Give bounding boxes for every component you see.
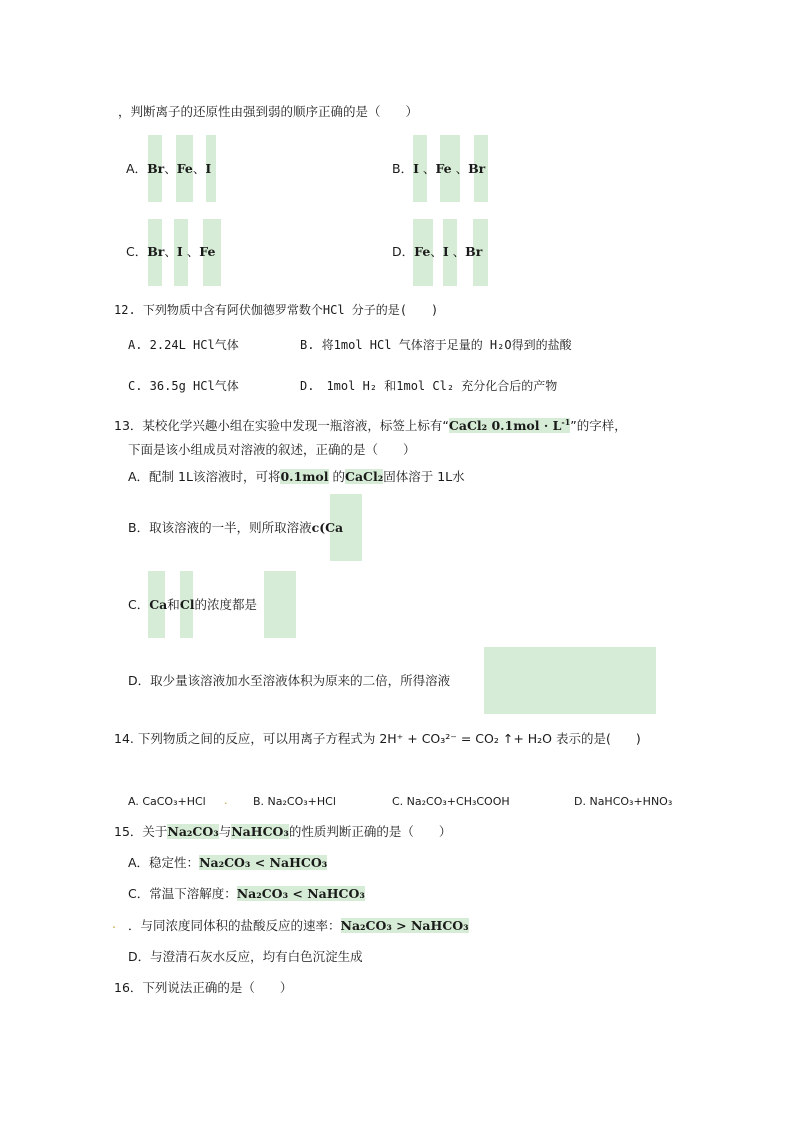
bottle-label-sup: -1 — [561, 417, 571, 427]
separator: 、 — [192, 161, 206, 176]
connector: 和 — [167, 597, 180, 612]
separator: 、 — [164, 161, 177, 176]
bottle-label-main: CaCl₂ 0.1mol · L — [448, 418, 562, 434]
separator: 、 — [455, 161, 469, 176]
q11-option-c — [126, 243, 215, 261]
ion-text: Fe — [414, 244, 431, 259]
comparison-text: Na₂CO₃ < NaHCO₃ — [236, 886, 365, 901]
q13-stem-post: ”的字样， — [570, 418, 627, 434]
q15-stem-post: 的性质判断正确的是（ ） — [288, 824, 452, 839]
q15-option-c — [128, 885, 365, 903]
q13-a-post: 固体溶于 1L水 — [383, 469, 465, 484]
q13-a-pre: A．配制 1L该溶液时，可将 — [128, 469, 281, 484]
bottle-label-text — [449, 418, 570, 433]
q11-option-a — [126, 160, 211, 178]
option-label: A． — [126, 161, 148, 176]
q12-option-d: D. 1mol H₂ 和1mol Cl₂ 充分化合后的产物 — [300, 379, 558, 393]
option-label: C． — [126, 244, 148, 259]
separator: 、 — [430, 244, 443, 259]
q15-b-pre: ．与同浓度同体积的盐酸反应的速率： — [128, 918, 341, 933]
q12-stem: 12. 下列物质中含有阿伏伽德罗常数个HCl 分子的是( ) — [114, 303, 439, 317]
q15-stem-pre: 15．关于 — [114, 824, 168, 839]
q13-stem-pre: 13．某校化学兴趣小组在实验中发现一瓶溶液，标签上标有“ — [114, 418, 449, 434]
q13-option-a — [128, 468, 465, 486]
concentration-text: c(Ca — [311, 520, 344, 535]
separator: 、 — [186, 244, 200, 259]
ion-text: Fe — [199, 244, 216, 259]
q14-option-b: B. Na₂CO₃+HCl — [253, 795, 336, 808]
q11-stem: ，判断离子的还原性由强到弱的顺序正确的是（ ） — [118, 104, 419, 119]
ion-text: Cl — [179, 597, 195, 612]
ion-text: I — [413, 161, 419, 176]
q15-option-d: D．与澄清石灰水反应，均有白色沉淀生成 — [128, 949, 363, 964]
amount-text: 0.1mol — [280, 469, 329, 484]
q13-option-d: D．取少量该溶液加水至溶液体积为原来的二倍，所得溶液 — [128, 673, 451, 688]
q11-option-d — [392, 243, 482, 261]
q13-b-pre: B．取该溶液的一半，则所取溶液 — [128, 520, 312, 535]
comparison-text: Na₂CO₃ > NaHCO₃ — [340, 918, 469, 933]
ion-text: Br — [147, 161, 165, 176]
option-label: D． — [392, 244, 415, 259]
q14-option-d: D. NaHCO₃+HNO₃ — [574, 795, 673, 808]
q15-c-pre: C．常温下溶解度： — [128, 886, 237, 901]
q15-stem — [114, 823, 451, 841]
ion-text: Br — [147, 244, 165, 259]
q13-stem — [114, 413, 627, 435]
dot-mark: . — [224, 794, 228, 807]
q15-option-a — [128, 854, 327, 872]
formula-text: Na₂CO₃ — [167, 824, 219, 839]
ion-text: Fe — [176, 161, 193, 176]
q13-stem-line2: 下面是该小组成员对溶液的叙述，正确的是（ ） — [128, 442, 416, 457]
q16-stem: 16．下列说法正确的是（ ） — [114, 980, 293, 995]
separator: 、 — [164, 244, 177, 259]
option-label: C． — [128, 597, 150, 612]
comparison-text: Na₂CO₃ < NaHCO₃ — [199, 855, 328, 870]
q15-stem-mid: 与 — [218, 824, 232, 839]
q13-c-post: 的浓度都是 — [194, 597, 258, 612]
dot-mark: . — [112, 916, 116, 931]
q12-option-b: B. 将1mol HCl 气体溶于足量的 H₂O得到的盐酸 — [300, 338, 572, 352]
q14-option-c: C. Na₂CO₃+CH₃COOH — [392, 795, 510, 808]
separator: 、 — [422, 161, 436, 176]
q15-option-b — [128, 917, 469, 935]
formula-text: NaHCO₃ — [231, 824, 289, 839]
q14-stem: 14. 下列物质之间的反应，可以用离子方程式为 2H⁺ + CO₃²⁻ = CO₂ ↑+ H₂O 表示的是( ) — [114, 731, 641, 746]
q14-option-a: A. CaCO₃+HCl — [128, 795, 206, 808]
ion-text: Br — [468, 161, 486, 176]
q12-option-a: A. 2.24L HCl气体 — [128, 338, 239, 352]
highlight-box — [264, 571, 296, 638]
q13-option-b — [128, 519, 343, 537]
highlight-box — [484, 647, 656, 714]
ion-text: Fe — [435, 161, 452, 176]
ion-text: I — [176, 244, 183, 259]
q12-option-c: C. 36.5g HCl气体 — [128, 379, 239, 393]
formula-text: CaCl₂ — [345, 469, 384, 484]
separator: 、 — [452, 244, 466, 259]
ion-text: Br — [465, 244, 483, 259]
q15-a-pre: A．稳定性： — [128, 855, 200, 870]
q13-option-c — [128, 596, 257, 614]
ion-text: I — [442, 244, 449, 259]
option-label: B． — [392, 161, 414, 176]
ion-text: Ca — [149, 597, 168, 612]
ion-text: I — [205, 161, 212, 176]
q13-a-mid: 的 — [328, 469, 345, 484]
q11-option-b — [392, 160, 485, 178]
